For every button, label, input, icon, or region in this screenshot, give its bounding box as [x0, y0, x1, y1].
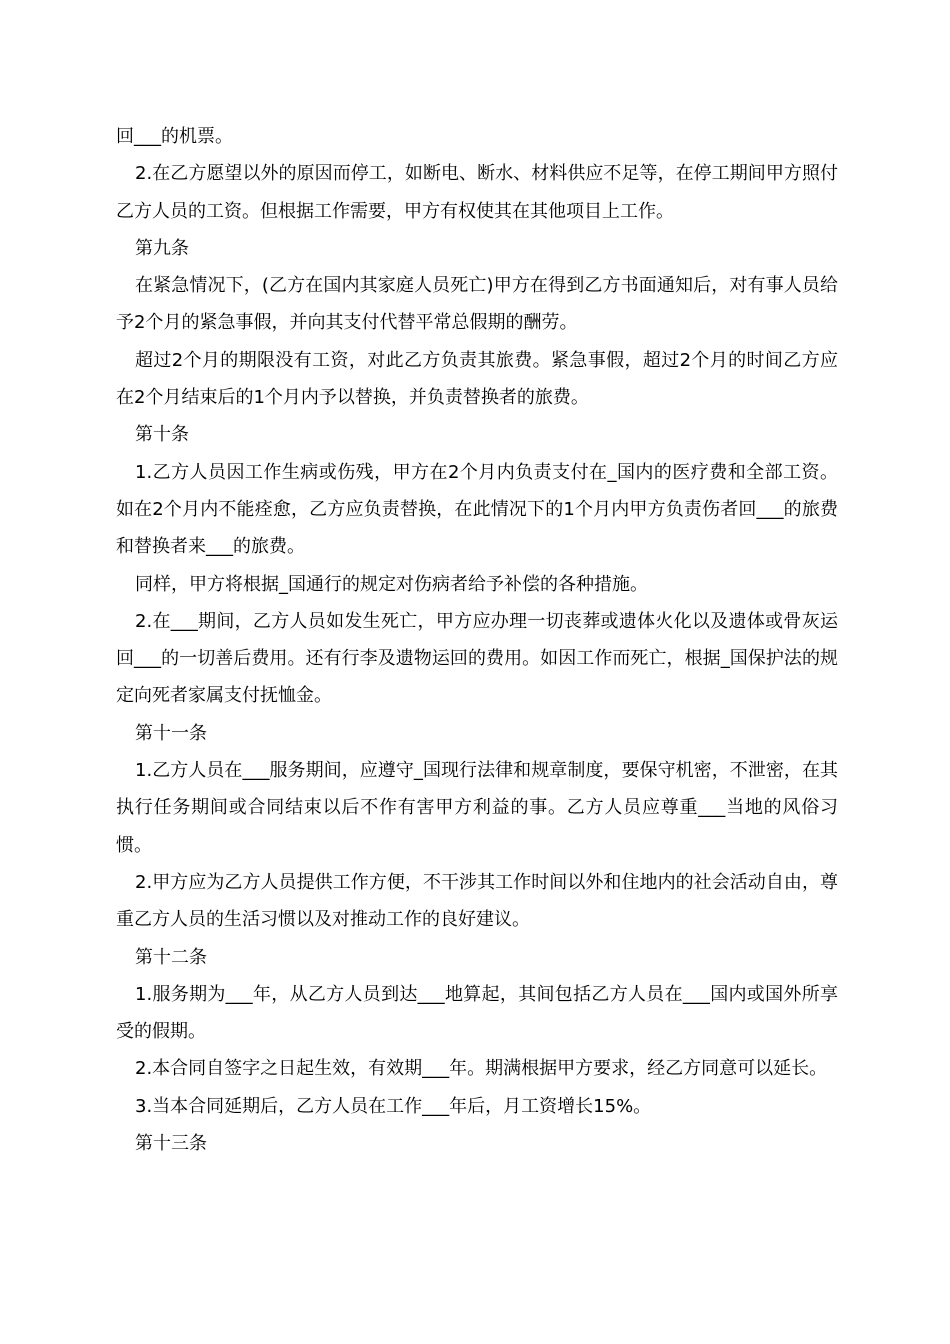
paragraph: 2.本合同自签字之日起生效，有效期___年。期满根据甲方要求，经乙方同意可以延长。 — [135, 1058, 828, 1080]
paragraph: 2.在___期间，乙方人员如发生死亡，甲方应办理一切丧葬或遗体火化以及遗体或骨灰运回___的一切善后费用。还有行李及遗物运回的费用。如因工作而死亡，根据_国保护法的规定向死者家属支付抚恤金。 — [116, 610, 838, 707]
paragraph: 1.服务期为___年，从乙方人员到达___地算起，其间包括乙方人员在___国内或国外所享受的假期。 — [116, 983, 838, 1043]
paragraph: 1.乙方人员因工作生病或伤残，甲方在2个月内负责支付在_国内的医疗费和全部工资。如在2个月内不能痊愈，乙方应负责替换，在此情况下的1个月内甲方负责伤者回___的旅费和替换者来___的旅费。 — [116, 461, 838, 558]
paragraph: 2.甲方应为乙方人员提供工作方便，不干涉其工作时间以外和住地内的社会活动自由，尊重乙方人员的生活习惯以及对推动工作的良好建议。 — [116, 871, 838, 931]
paragraph: 3.当本合同延期后，乙方人员在工作___年后，月工资增长15%。 — [135, 1095, 652, 1117]
paragraph: 回___的机票。 — [116, 126, 233, 147]
document-page — [116, 118, 838, 1162]
article-heading: 第十条 — [135, 424, 189, 446]
paragraph: 同样，甲方将根据_国通行的规定对伤病者给予补偿的各种措施。 — [135, 573, 648, 595]
paragraph: 2.在乙方愿望以外的原因而停工，如断电、断水、材料供应不足等，在停工期间甲方照付乙方人员的工资。但根据工作需要，甲方有权使其在其他项目上工作。 — [116, 163, 838, 222]
article-heading: 第十二条 — [135, 946, 207, 968]
paragraph: 超过2个月的期限没有工资，对此乙方负责其旅费。紧急事假，超过2个月的时间乙方应在2个月结束后的1个月内予以替换，并负责替换者的旅费。 — [116, 349, 838, 409]
article-heading: 第十一条 — [135, 722, 207, 744]
paragraph: 在紧急情况下，(乙方在国内其家庭人员死亡)甲方在得到乙方书面通知后，对有事人员给予2个月的紧急事假，并向其支付代替平常总假期的酬劳。 — [116, 275, 838, 334]
article-heading: 第九条 — [135, 237, 189, 259]
article-heading: 第十三条 — [135, 1133, 207, 1155]
paragraph: 1.乙方人员在___服务期间，应遵守_国现行法律和规章制度，要保守机密，不泄密，在其执行任务期间或合同结束以后不作有害甲方利益的事。乙方人员应尊重___当地的风俗习惯。 — [116, 760, 838, 856]
